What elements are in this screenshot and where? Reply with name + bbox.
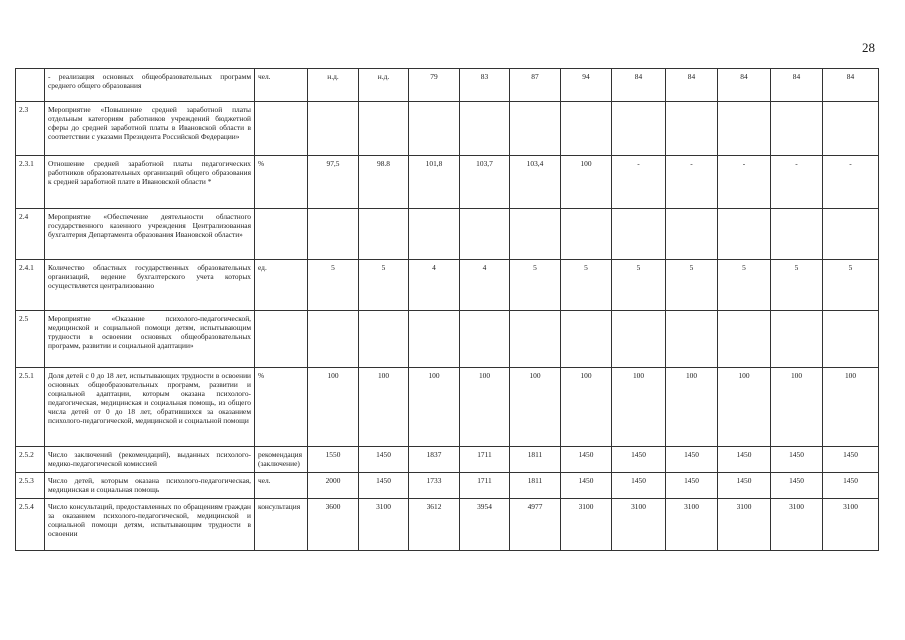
- table-row: [16, 260, 879, 311]
- row-value: [823, 102, 879, 156]
- indicators-table: [15, 68, 879, 551]
- row-value: 83: [460, 69, 510, 102]
- row-value: [771, 209, 823, 260]
- row-description: Число заключений (рекомендаций), выданных психолого-медико-педагогической комиссией: [45, 447, 255, 473]
- row-value: [308, 102, 359, 156]
- table-row: [16, 447, 879, 473]
- table-row: [16, 368, 879, 447]
- table-row: [16, 499, 879, 551]
- row-value: 3100: [612, 499, 666, 551]
- row-value: 2000: [308, 473, 359, 499]
- row-value: 84: [823, 69, 879, 102]
- row-description: Отношение средней заработной платы педагогических работников образовательных организаций общего образования к средней заработной плате в Ивановской области *: [45, 156, 255, 209]
- table-row: [16, 156, 879, 209]
- row-value: 1450: [718, 473, 771, 499]
- row-description: Доля детей с 0 до 18 лет, испытывающих трудности в освоении основных общеобразовательных программ, развитии и социальной адаптации, которым оказана психолого-педагогическая, медицинская и социальная помощь, из общего числа детей от 0 до 18 лет, обратившихся за оказанием психолого-педагогической, медицинской и социальной помощи: [45, 368, 255, 447]
- row-description: Мероприятие «Оказание психолого-педагогической, медицинской и социальной помощи детям, испытывающим трудности в освоении основных общеобразовательных программ, развитии и социальной адаптации»: [45, 311, 255, 368]
- row-value: 84: [771, 69, 823, 102]
- row-value: 100: [510, 368, 561, 447]
- row-value: 1450: [612, 473, 666, 499]
- row-value: [561, 311, 612, 368]
- row-value: [359, 102, 409, 156]
- row-value: 103,4: [510, 156, 561, 209]
- row-unit: рекомендация (заключение): [255, 447, 308, 473]
- row-value: 1450: [771, 473, 823, 499]
- row-value: 100: [561, 156, 612, 209]
- row-value: 5: [510, 260, 561, 311]
- row-unit: [255, 102, 308, 156]
- row-value: 100: [308, 368, 359, 447]
- row-value: 1450: [771, 447, 823, 473]
- row-value: [666, 102, 718, 156]
- row-value: [718, 311, 771, 368]
- row-value: [823, 209, 879, 260]
- row-value: [718, 209, 771, 260]
- row-value: 4: [460, 260, 510, 311]
- page-number: 28: [862, 40, 875, 55]
- row-number: 2.5.3: [16, 473, 45, 499]
- row-value: [666, 209, 718, 260]
- row-value: [308, 209, 359, 260]
- row-value: 100: [666, 368, 718, 447]
- row-description: Количество областных государственных образовательных организаций, ведение бухгалтерского учета которых осуществляется централизованно: [45, 260, 255, 311]
- row-value: 3100: [561, 499, 612, 551]
- row-value: [612, 209, 666, 260]
- row-value: н.д.: [359, 69, 409, 102]
- row-number: 2.5.4: [16, 499, 45, 551]
- row-value: 1450: [561, 447, 612, 473]
- row-number: 2.4.1: [16, 260, 45, 311]
- row-unit: чел.: [255, 69, 308, 102]
- row-value: 4977: [510, 499, 561, 551]
- row-value: 3100: [359, 499, 409, 551]
- row-description: Число детей, которым оказана психолого-педагогическая, медицинская и социальная помощь: [45, 473, 255, 499]
- row-value: 1711: [460, 473, 510, 499]
- row-value: 101,8: [409, 156, 460, 209]
- row-value: 1811: [510, 473, 561, 499]
- row-number: 2.5.2: [16, 447, 45, 473]
- row-value: 3100: [666, 499, 718, 551]
- row-value: [510, 102, 561, 156]
- row-value: 94: [561, 69, 612, 102]
- row-description: Мероприятие «Обеспечение деятельности областного государственного казенного учреждения Централизованная бухгалтерия Департамента образования Ивановской области»: [45, 209, 255, 260]
- row-unit: чел.: [255, 473, 308, 499]
- row-value: 97,5: [308, 156, 359, 209]
- row-value: 5: [308, 260, 359, 311]
- row-value: 79: [409, 69, 460, 102]
- row-value: 1450: [561, 473, 612, 499]
- row-value: 5: [771, 260, 823, 311]
- row-value: 5: [823, 260, 879, 311]
- row-value: [460, 311, 510, 368]
- row-value: [510, 311, 561, 368]
- row-value: -: [823, 156, 879, 209]
- row-value: [409, 209, 460, 260]
- row-value: [666, 311, 718, 368]
- row-value: [409, 102, 460, 156]
- row-value: [561, 209, 612, 260]
- row-value: 100: [718, 368, 771, 447]
- row-number: [16, 69, 45, 102]
- row-value: [771, 311, 823, 368]
- row-unit: %: [255, 368, 308, 447]
- row-value: 5: [561, 260, 612, 311]
- row-unit: ед.: [255, 260, 308, 311]
- row-value: 3600: [308, 499, 359, 551]
- row-value: 1733: [409, 473, 460, 499]
- row-description: Число консультаций, предоставленных по обращениям граждан за оказанием психолого-педагогической, медицинской и социальной помощи детям, испытывающим трудности в освоении: [45, 499, 255, 551]
- row-value: 84: [718, 69, 771, 102]
- row-value: 100: [612, 368, 666, 447]
- row-value: [612, 311, 666, 368]
- row-value: 1837: [409, 447, 460, 473]
- table-body: [16, 69, 879, 551]
- row-value: 3612: [409, 499, 460, 551]
- row-number: 2.5.1: [16, 368, 45, 447]
- row-value: 84: [666, 69, 718, 102]
- row-value: н.д.: [308, 69, 359, 102]
- row-value: [510, 209, 561, 260]
- row-value: 1711: [460, 447, 510, 473]
- row-value: 1450: [666, 447, 718, 473]
- row-value: [718, 102, 771, 156]
- row-value: -: [612, 156, 666, 209]
- row-description: Мероприятие «Повышение средней заработной платы отдельным категориям работников учреждений бюджетной сферы до средней заработной платы в Ивановской области в соответствии с указами Президента Российской Федерации»: [45, 102, 255, 156]
- row-value: 100: [460, 368, 510, 447]
- row-value: [460, 209, 510, 260]
- table-row: [16, 473, 879, 499]
- row-value: 3100: [771, 499, 823, 551]
- table-row: [16, 311, 879, 368]
- row-value: [612, 102, 666, 156]
- row-value: 1450: [612, 447, 666, 473]
- row-number: 2.3.1: [16, 156, 45, 209]
- table-row: [16, 69, 879, 102]
- row-value: 84: [612, 69, 666, 102]
- row-value: -: [666, 156, 718, 209]
- row-value: 1450: [666, 473, 718, 499]
- row-value: [409, 311, 460, 368]
- row-value: 100: [771, 368, 823, 447]
- row-value: 100: [409, 368, 460, 447]
- row-value: 3100: [823, 499, 879, 551]
- row-value: 1450: [359, 447, 409, 473]
- row-value: 1450: [823, 447, 879, 473]
- row-number: 2.4: [16, 209, 45, 260]
- row-value: 3100: [718, 499, 771, 551]
- row-value: 1450: [718, 447, 771, 473]
- row-value: 1450: [359, 473, 409, 499]
- row-value: [359, 209, 409, 260]
- row-value: 1811: [510, 447, 561, 473]
- row-number: 2.5: [16, 311, 45, 368]
- row-value: [823, 311, 879, 368]
- row-value: 5: [718, 260, 771, 311]
- row-unit: [255, 311, 308, 368]
- row-value: 3954: [460, 499, 510, 551]
- row-value: [771, 102, 823, 156]
- row-value: -: [771, 156, 823, 209]
- table-row: [16, 209, 879, 260]
- row-value: [460, 102, 510, 156]
- row-number: 2.3: [16, 102, 45, 156]
- row-value: [561, 102, 612, 156]
- row-value: -: [718, 156, 771, 209]
- row-value: 100: [561, 368, 612, 447]
- row-value: 5: [359, 260, 409, 311]
- row-value: 4: [409, 260, 460, 311]
- row-unit: %: [255, 156, 308, 209]
- row-value: 87: [510, 69, 561, 102]
- row-unit: консультация: [255, 499, 308, 551]
- row-value: 100: [823, 368, 879, 447]
- row-value: 5: [612, 260, 666, 311]
- row-value: 1550: [308, 447, 359, 473]
- row-value: 100: [359, 368, 409, 447]
- row-unit: [255, 209, 308, 260]
- row-value: 103,7: [460, 156, 510, 209]
- row-value: 1450: [823, 473, 879, 499]
- row-value: 5: [666, 260, 718, 311]
- row-description: - реализация основных общеобразовательных программ среднего общего образования: [45, 69, 255, 102]
- row-value: [359, 311, 409, 368]
- row-value: 98.8: [359, 156, 409, 209]
- row-value: [308, 311, 359, 368]
- table-row: [16, 102, 879, 156]
